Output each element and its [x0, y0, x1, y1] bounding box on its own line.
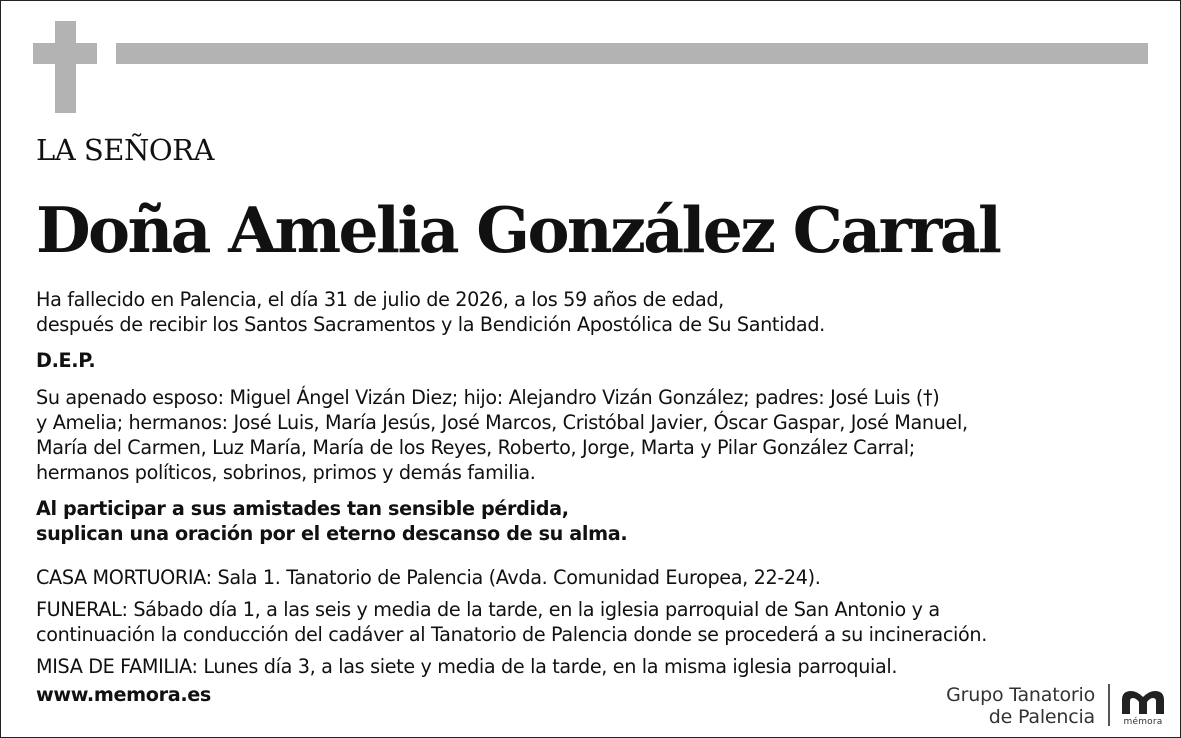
- logo-line-1: Grupo Tanatorio: [946, 684, 1095, 706]
- dep-abbreviation: D.E.P.: [36, 349, 96, 372]
- relatives-line-4: hermanos políticos, sobrinos, primos y demás familia.: [36, 461, 536, 484]
- intro-line-2: después de recibir los Santos Sacramentos y la Bendición Apostólica de Su Santidad.: [36, 313, 825, 336]
- tanatorio-logo-text: [946, 684, 1095, 728]
- cross-icon-arm: [33, 43, 97, 64]
- relatives-line-3: María del Carmen, Luz María, María de los Reyes, Roberto, Jorge, Marta y Pilar González Carral;: [36, 436, 915, 459]
- casa-mortuoria: CASA MORTUORIA: Sala 1. Tanatorio de Palencia (Avda. Comunidad Europea, 22-24).: [36, 566, 821, 589]
- logo-line-2: de Palencia: [988, 706, 1095, 728]
- header-bar: [116, 43, 1148, 64]
- website-link[interactable]: www.memora.es: [36, 683, 212, 706]
- relatives-line-2: y Amelia; hermanos: José Luis, María Jesús, José Marcos, Cristóbal Javier, Óscar Gaspar, José Manuel,: [36, 411, 968, 434]
- relatives-line-1: Su apenado esposo: Miguel Ángel Vizán Diez; hijo: Alejandro Vizán González; padres: José Luis (†): [36, 386, 940, 409]
- plea-line-2: suplican una oración por el eterno descanso de su alma.: [36, 522, 628, 545]
- plea-line-1: Al participar a sus amistades tan sensible pérdida,: [36, 497, 569, 520]
- misa-familia: MISA DE FAMILIA: Lunes día 3, a las siete y media de la tarde, en la misma iglesia parroquial.: [36, 655, 898, 678]
- logo-brand-text: mémora: [1123, 717, 1163, 727]
- logo-divider: [1108, 684, 1110, 726]
- funeral-line-1: FUNERAL: Sábado día 1, a las seis y media de la tarde, en la iglesia parroquial de San Antonio y a: [36, 598, 940, 621]
- funeral-line-2: continuación la conducción del cadáver al Tanatorio de Palencia donde se procederá a su incineración.: [36, 623, 987, 646]
- title-prefix: LA SEÑORA: [36, 133, 214, 167]
- deceased-name: Doña Amelia González Carral: [36, 193, 1000, 267]
- intro-line-1: Ha fallecido en Palencia, el día 31 de julio de 2026, a los 59 años de edad,: [36, 288, 724, 311]
- cross-icon: [55, 21, 76, 113]
